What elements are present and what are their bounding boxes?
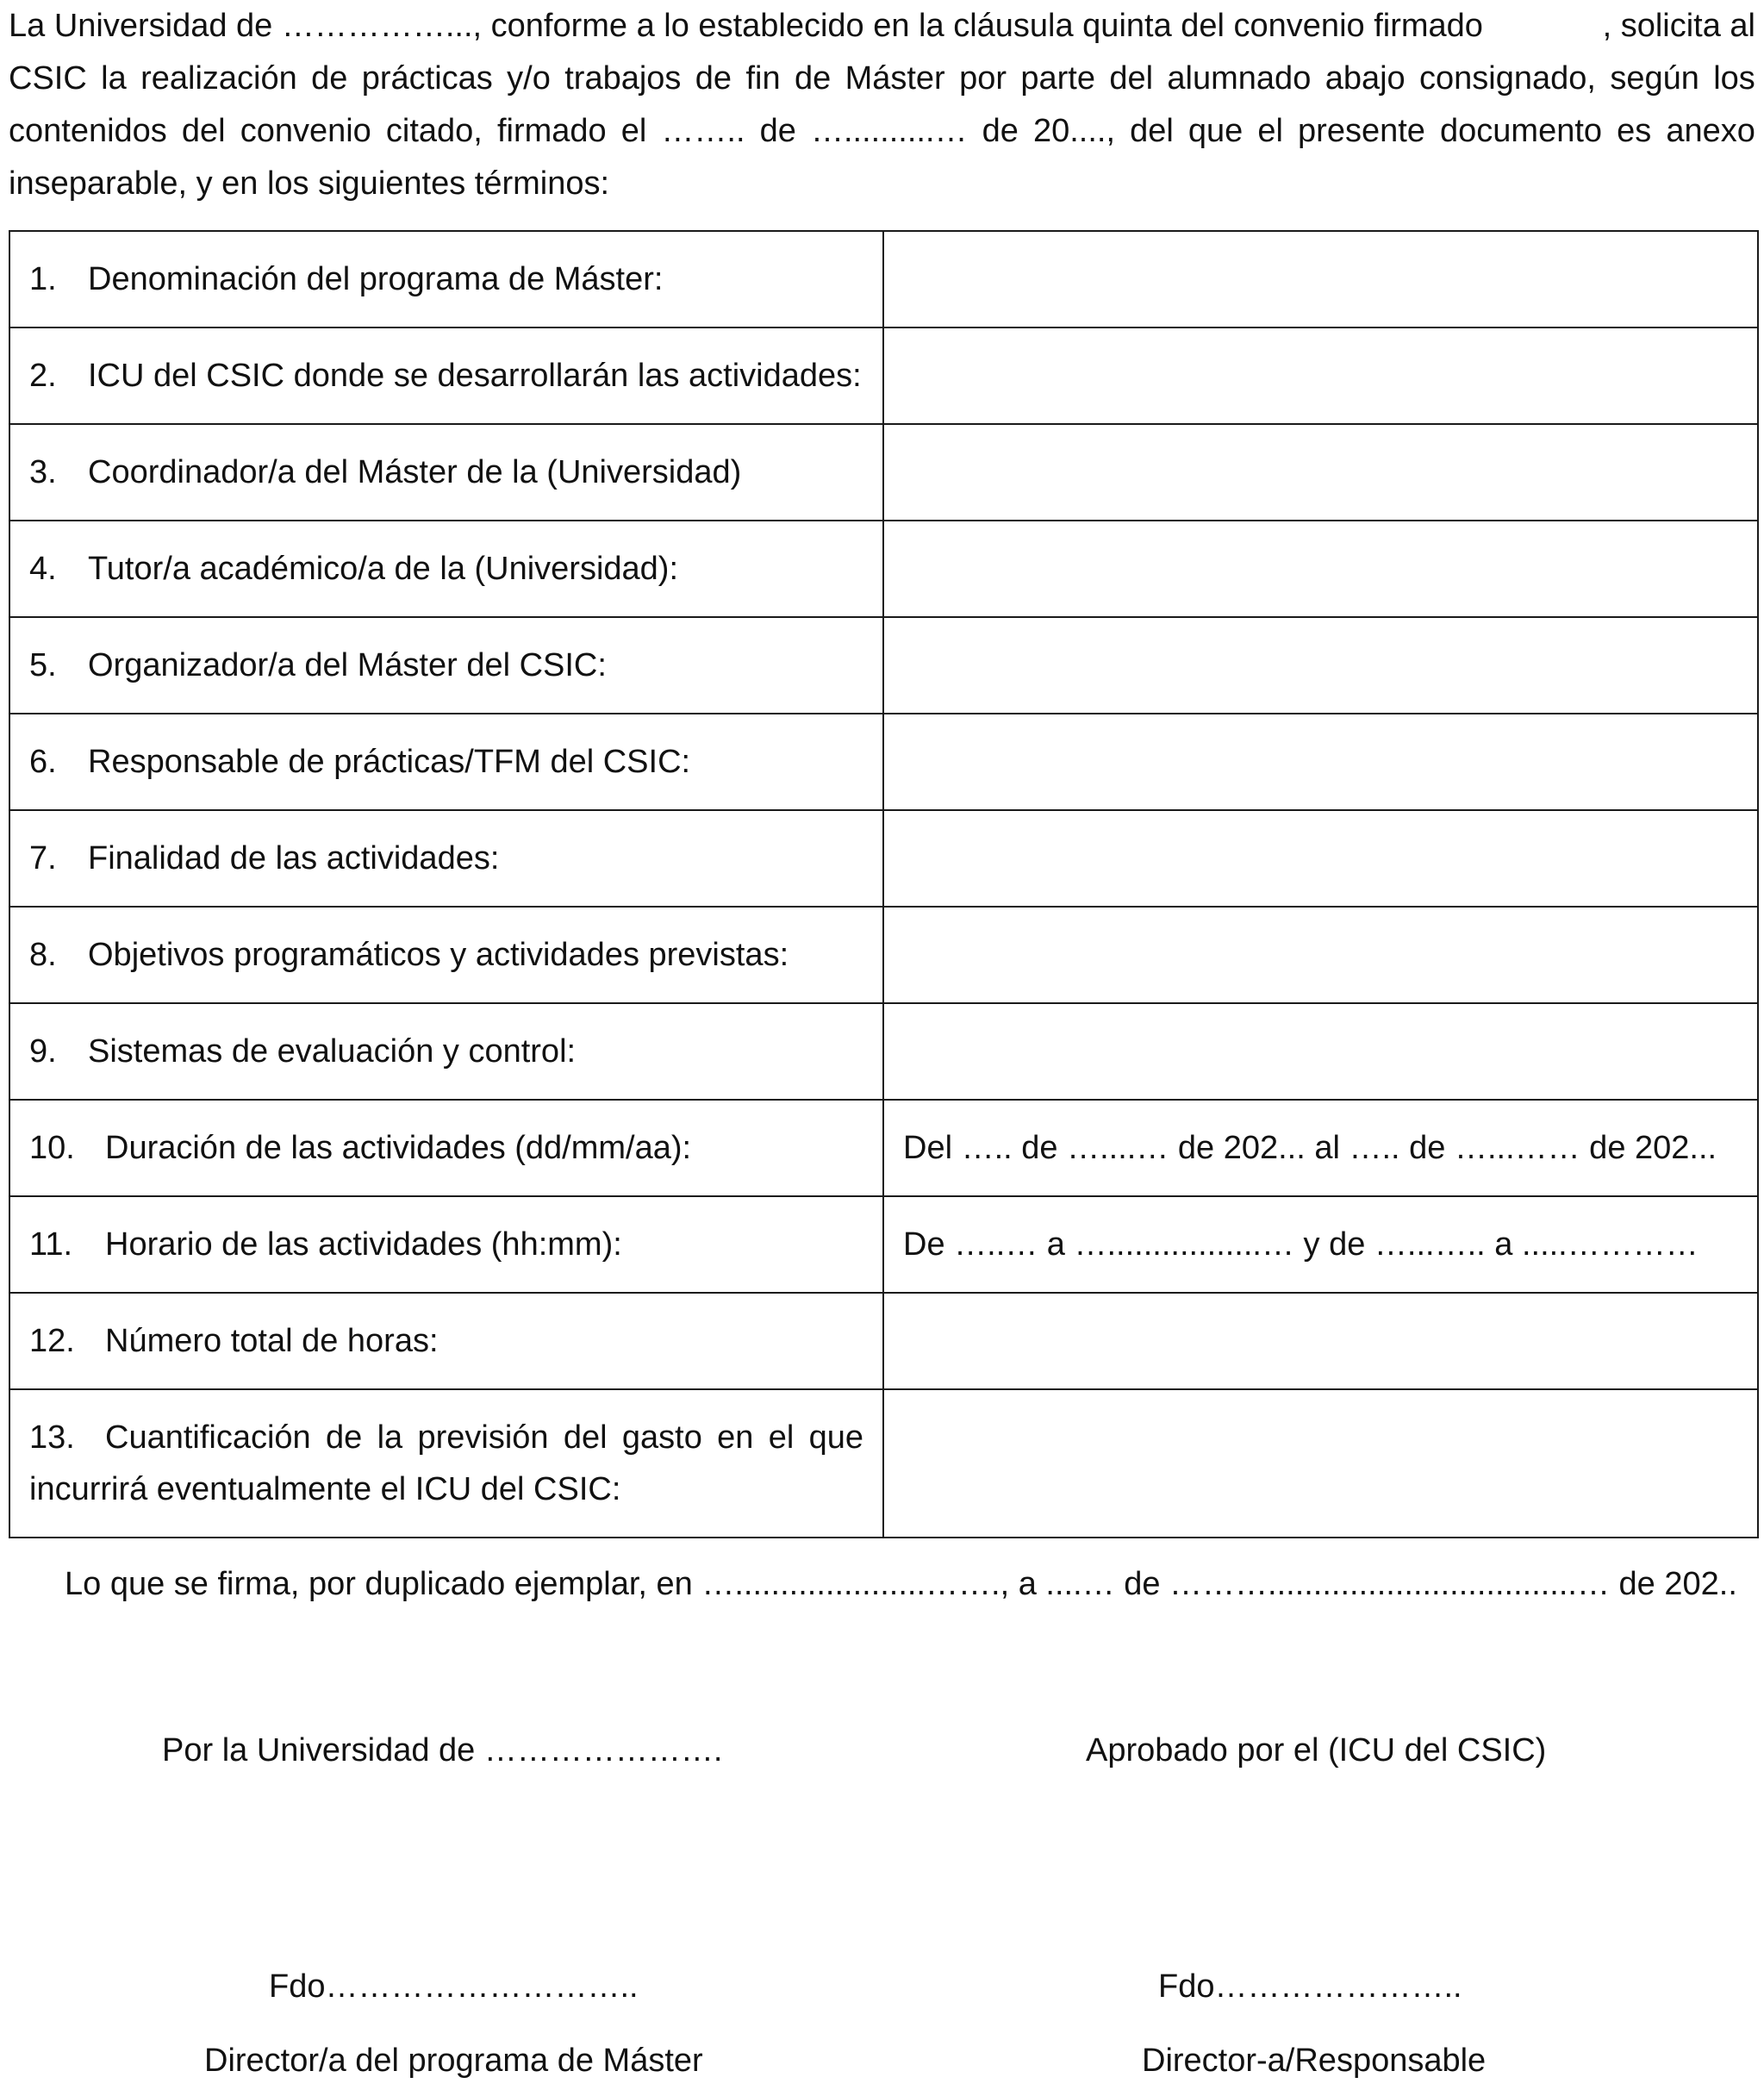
term-value-cell[interactable] bbox=[883, 521, 1758, 617]
intro-line-2-word: parte bbox=[1020, 60, 1095, 97]
intro-line-3-word: el bbox=[620, 113, 647, 149]
term-label: Número total de horas: bbox=[105, 1323, 439, 1359]
intro-line-2-word: de bbox=[311, 60, 348, 97]
intro-line-3-word: 20...., bbox=[1032, 113, 1116, 149]
intro-line-2-word: los bbox=[1713, 60, 1755, 97]
table-row bbox=[9, 1003, 1758, 1100]
term-value-cell[interactable] bbox=[883, 1293, 1758, 1389]
intro-line-1-left: La Universidad de ……………..., conforme a lo establecido en la cláusula quinta del convenio firmado bbox=[9, 8, 1483, 44]
table-row bbox=[9, 1389, 1758, 1538]
term-label-cell bbox=[9, 907, 883, 1003]
term-label: ICU del CSIC donde se desarrollarán las actividades: bbox=[88, 358, 862, 394]
term-label-cell bbox=[9, 1100, 883, 1196]
term-label: Responsable de prácticas/TFM del CSIC: bbox=[88, 744, 691, 780]
intro-line-3 bbox=[9, 105, 1755, 158]
intro-line-3-word: convenio bbox=[240, 113, 371, 149]
term-number: 11. bbox=[29, 1226, 73, 1263]
table-row bbox=[9, 1196, 1758, 1293]
term-value-cell[interactable] bbox=[883, 1100, 1758, 1196]
term-label: Cuantificación de la previsión del gasto en el que incurrirá eventualmente el ICU del CSIC: bbox=[29, 1419, 863, 1507]
icu-signer-role: Director-a/Responsable bbox=[1142, 2043, 1487, 2079]
intro-line-2-word: CSIC bbox=[9, 60, 87, 97]
intro-line-2 bbox=[9, 53, 1755, 105]
intro-line-3-word: es bbox=[1617, 113, 1652, 149]
intro-line-2-word: de bbox=[794, 60, 832, 97]
intro-line-3-word: el bbox=[1257, 113, 1283, 149]
intro-line-3-word: del bbox=[181, 113, 226, 149]
intro-line-2-word: según bbox=[1610, 60, 1699, 97]
term-label-cell bbox=[9, 231, 883, 328]
firma-statement: Lo que se firma, por duplicado ejemplar, en ….....................……., a ....… de ………..................................… de 202.. bbox=[65, 1566, 1737, 1602]
term-label: Horario de las actividades (hh:mm): bbox=[105, 1226, 622, 1263]
term-label-cell bbox=[9, 810, 883, 907]
table-row bbox=[9, 1100, 1758, 1196]
icu-fdo-line: Fdo………………….. bbox=[1158, 1968, 1462, 2005]
intro-line-3-word: anexo bbox=[1666, 113, 1755, 149]
term-number: 12. bbox=[29, 1323, 75, 1359]
intro-line-2-word: consignado, bbox=[1419, 60, 1596, 97]
term-label-cell bbox=[9, 1389, 883, 1538]
term-label: Objetivos programáticos y actividades previstas: bbox=[88, 937, 789, 973]
intro-line-1-right: , solicita al bbox=[1602, 8, 1755, 44]
term-value-cell[interactable] bbox=[883, 1003, 1758, 1100]
table-row bbox=[9, 231, 1758, 328]
term-label: Coordinador/a del Máster de la (Universidad) bbox=[88, 454, 742, 490]
term-label-cell bbox=[9, 1196, 883, 1293]
table-row bbox=[9, 1293, 1758, 1389]
term-number: 10. bbox=[29, 1130, 75, 1166]
intro-line-3-word: que bbox=[1187, 113, 1244, 149]
term-number: 1. bbox=[29, 261, 57, 297]
table-row bbox=[9, 328, 1758, 424]
term-label: Denominación del programa de Máster: bbox=[88, 261, 664, 297]
term-label-cell bbox=[9, 714, 883, 810]
term-value-cell[interactable] bbox=[883, 1196, 1758, 1293]
intro-line-3-word: …….. bbox=[661, 113, 745, 149]
term-value-cell[interactable] bbox=[883, 1389, 1758, 1538]
intro-line-3-word: del bbox=[1130, 113, 1174, 149]
term-label-cell bbox=[9, 521, 883, 617]
term-label-cell bbox=[9, 424, 883, 521]
term-value-cell[interactable] bbox=[883, 424, 1758, 521]
intro-line-3-word: documento bbox=[1440, 113, 1603, 149]
intro-line-2-word: realización bbox=[140, 60, 297, 97]
term-number: 4. bbox=[29, 551, 57, 587]
intro-line-3-word: …..........… bbox=[810, 113, 968, 149]
intro-paragraph bbox=[9, 0, 1755, 210]
intro-line-2-word: abajo bbox=[1325, 60, 1406, 97]
intro-line-3-word: presente bbox=[1298, 113, 1425, 149]
intro-line-3-word: de bbox=[759, 113, 796, 149]
table-row bbox=[9, 810, 1758, 907]
term-number: 7. bbox=[29, 840, 57, 876]
term-label: Sistemas de evaluación y control: bbox=[88, 1033, 577, 1070]
intro-line-2-word: prácticas bbox=[361, 60, 493, 97]
term-label: Duración de las actividades (dd/mm/aa): bbox=[105, 1130, 692, 1166]
intro-line-2-word: de bbox=[695, 60, 732, 97]
university-signer-role: Director/a del programa de Máster bbox=[204, 2043, 703, 2079]
term-value-cell[interactable] bbox=[883, 328, 1758, 424]
term-label-cell bbox=[9, 1293, 883, 1389]
table-row bbox=[9, 521, 1758, 617]
term-number: 13. bbox=[29, 1419, 75, 1456]
intro-line-2-word: por bbox=[959, 60, 1007, 97]
intro-line-2-word: del bbox=[1109, 60, 1154, 97]
term-number: 2. bbox=[29, 358, 57, 394]
university-fdo-line: Fdo……………………….. bbox=[269, 1968, 639, 2005]
intro-line-3-word: firmado bbox=[496, 113, 607, 149]
icu-approval-heading: Aprobado por el (ICU del CSIC) bbox=[1086, 1732, 1547, 1768]
term-number: 5. bbox=[29, 647, 57, 683]
term-label: Finalidad de las actividades: bbox=[88, 840, 500, 876]
term-value-cell[interactable] bbox=[883, 810, 1758, 907]
terms-table bbox=[9, 230, 1759, 1538]
term-label: Tutor/a académico/a de la (Universidad): bbox=[88, 551, 679, 587]
intro-line-2-word: la bbox=[101, 60, 127, 97]
intro-line-2-word: trabajos bbox=[564, 60, 682, 97]
intro-line-2-word: fin bbox=[745, 60, 781, 97]
intro-line-2-word: Máster bbox=[845, 60, 945, 97]
term-number: 6. bbox=[29, 744, 57, 780]
table-row bbox=[9, 424, 1758, 521]
term-number: 9. bbox=[29, 1033, 57, 1070]
term-value-cell[interactable] bbox=[883, 714, 1758, 810]
intro-line-3-word: de bbox=[982, 113, 1019, 149]
intro-line-4 bbox=[9, 158, 1755, 210]
term-number: 3. bbox=[29, 454, 57, 490]
intro-line-3-word: citado, bbox=[385, 113, 483, 149]
term-label-cell bbox=[9, 328, 883, 424]
intro-line-4-text: inseparable, y en los siguientes términos: bbox=[9, 165, 610, 202]
term-label: Organizador/a del Máster del CSIC: bbox=[88, 647, 607, 683]
term-value-cell[interactable] bbox=[883, 231, 1758, 328]
term-label-cell bbox=[9, 1003, 883, 1100]
university-signature-heading: Por la Universidad de …………………. bbox=[162, 1732, 723, 1768]
table-row bbox=[9, 714, 1758, 810]
intro-line-2-word: y/o bbox=[507, 60, 551, 97]
intro-line-2-word: alumnado bbox=[1167, 60, 1312, 97]
term-value: De …..… a ….................… y de …...….. a .....………… bbox=[903, 1226, 1699, 1263]
term-number: 8. bbox=[29, 937, 57, 973]
intro-line-3-word: contenidos bbox=[9, 113, 167, 149]
table-row bbox=[9, 617, 1758, 714]
term-label-cell bbox=[9, 617, 883, 714]
term-value-cell[interactable] bbox=[883, 617, 1758, 714]
table-row bbox=[9, 907, 1758, 1003]
intro-line-1 bbox=[9, 0, 1755, 53]
term-value: Del ….. de …....… de 202... al ….. de …...…… de 202... bbox=[903, 1130, 1717, 1166]
term-value-cell[interactable] bbox=[883, 907, 1758, 1003]
